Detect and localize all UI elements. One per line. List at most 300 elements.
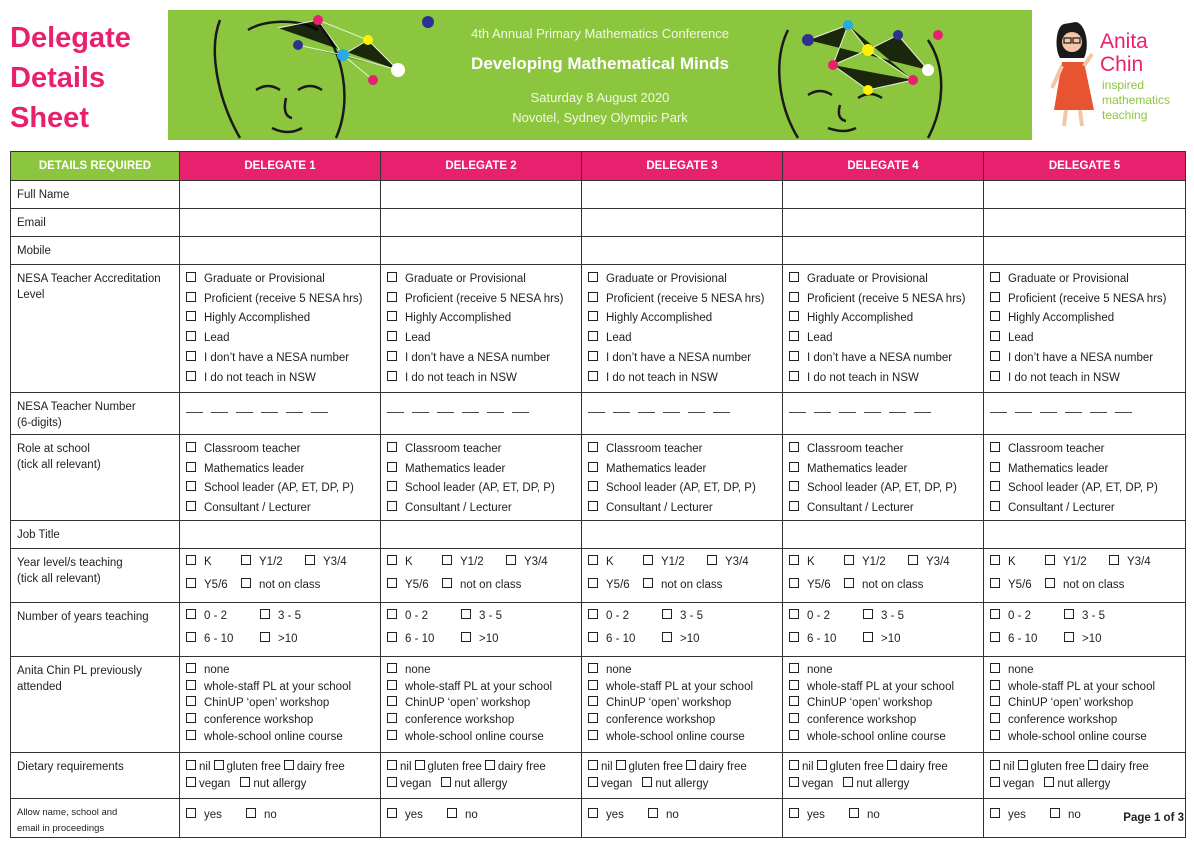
checkbox-icon[interactable] <box>588 578 598 588</box>
checkbox-option[interactable] <box>387 440 575 460</box>
checkbox-option[interactable] <box>442 551 506 574</box>
checkbox-option[interactable] <box>789 369 977 389</box>
delegate-cell[interactable] <box>582 435 783 521</box>
checkbox-icon[interactable] <box>789 311 799 321</box>
checkbox-option[interactable] <box>990 369 1179 389</box>
checkbox-icon[interactable] <box>990 777 1000 787</box>
checkbox-icon[interactable] <box>186 609 196 619</box>
checkbox-icon[interactable] <box>387 331 397 341</box>
delegate-cell[interactable] <box>783 181 984 209</box>
checkbox-icon[interactable] <box>662 632 672 642</box>
checkbox-option[interactable] <box>186 776 230 793</box>
checkbox-option[interactable] <box>990 574 1045 597</box>
checkbox-option[interactable] <box>588 460 776 480</box>
checkbox-option[interactable] <box>1045 551 1109 574</box>
checkbox-icon[interactable] <box>662 609 672 619</box>
digit-blanks[interactable] <box>990 393 1179 413</box>
checkbox-icon[interactable] <box>387 462 397 472</box>
digit-blank[interactable] <box>789 412 806 413</box>
checkbox-icon[interactable] <box>588 442 598 452</box>
checkbox-icon[interactable] <box>186 632 196 642</box>
checkbox-icon[interactable] <box>387 730 397 740</box>
checkbox-icon[interactable] <box>186 696 196 706</box>
digit-blank[interactable] <box>1090 412 1107 413</box>
delegate-cell[interactable] <box>984 393 1186 435</box>
delegate-cell[interactable] <box>381 603 582 657</box>
checkbox-option[interactable] <box>387 759 412 776</box>
checkbox-icon[interactable] <box>246 808 256 818</box>
checkbox-option[interactable] <box>1064 628 1102 651</box>
checkbox-option[interactable] <box>186 290 374 310</box>
delegate-cell[interactable] <box>180 753 381 799</box>
checkbox-option[interactable] <box>789 776 833 793</box>
checkbox-option[interactable] <box>643 574 722 597</box>
checkbox-option[interactable] <box>588 804 648 827</box>
delegate-cell[interactable] <box>582 799 783 838</box>
checkbox-option[interactable] <box>990 695 1179 712</box>
checkbox-icon[interactable] <box>186 578 196 588</box>
digit-blank[interactable] <box>889 412 906 413</box>
checkbox-option[interactable] <box>186 605 260 628</box>
checkbox-icon[interactable] <box>387 501 397 511</box>
delegate-cell[interactable] <box>381 237 582 265</box>
checkbox-icon[interactable] <box>415 760 425 770</box>
checkbox-option[interactable] <box>990 605 1064 628</box>
checkbox-option[interactable] <box>817 759 884 776</box>
checkbox-option[interactable] <box>186 729 374 746</box>
checkbox-icon[interactable] <box>990 311 1000 321</box>
checkbox-icon[interactable] <box>789 730 799 740</box>
checkbox-icon[interactable] <box>588 371 598 381</box>
checkbox-option[interactable] <box>415 759 482 776</box>
checkbox-icon[interactable] <box>387 696 397 706</box>
checkbox-icon[interactable] <box>789 680 799 690</box>
digit-blank[interactable] <box>814 412 831 413</box>
checkbox-option[interactable] <box>588 440 776 460</box>
checkbox-option[interactable] <box>588 712 776 729</box>
checkbox-icon[interactable] <box>186 462 196 472</box>
checkbox-icon[interactable] <box>588 272 598 282</box>
checkbox-option[interactable] <box>887 759 948 776</box>
checkbox-icon[interactable] <box>241 578 251 588</box>
delegate-cell[interactable] <box>381 209 582 237</box>
checkbox-icon[interactable] <box>789 292 799 302</box>
checkbox-icon[interactable] <box>588 555 598 565</box>
digit-blank[interactable] <box>462 412 479 413</box>
checkbox-icon[interactable] <box>588 632 598 642</box>
digit-blank[interactable] <box>1015 412 1032 413</box>
delegate-cell[interactable] <box>783 521 984 549</box>
checkbox-option[interactable] <box>387 290 575 310</box>
delegate-cell[interactable] <box>783 799 984 838</box>
digit-blank[interactable] <box>914 412 931 413</box>
checkbox-icon[interactable] <box>887 760 897 770</box>
checkbox-icon[interactable] <box>990 555 1000 565</box>
checkbox-icon[interactable] <box>387 292 397 302</box>
checkbox-option[interactable] <box>588 479 776 499</box>
checkbox-icon[interactable] <box>186 730 196 740</box>
delegate-cell[interactable] <box>180 549 381 603</box>
checkbox-icon[interactable] <box>1109 555 1119 565</box>
checkbox-option[interactable] <box>789 679 977 696</box>
checkbox-icon[interactable] <box>1044 777 1054 787</box>
checkbox-icon[interactable] <box>441 777 451 787</box>
checkbox-icon[interactable] <box>1064 632 1074 642</box>
checkbox-icon[interactable] <box>186 713 196 723</box>
checkbox-option[interactable] <box>186 329 374 349</box>
checkbox-option[interactable] <box>990 679 1179 696</box>
checkbox-icon[interactable] <box>588 351 598 361</box>
delegate-cell[interactable] <box>783 753 984 799</box>
checkbox-icon[interactable] <box>707 555 717 565</box>
checkbox-icon[interactable] <box>1018 760 1028 770</box>
checkbox-icon[interactable] <box>387 371 397 381</box>
checkbox-option[interactable] <box>387 309 575 329</box>
checkbox-option[interactable] <box>186 679 374 696</box>
delegate-cell[interactable] <box>180 237 381 265</box>
checkbox-option[interactable] <box>990 551 1045 574</box>
checkbox-option[interactable] <box>588 679 776 696</box>
checkbox-icon[interactable] <box>789 331 799 341</box>
checkbox-option[interactable] <box>990 329 1179 349</box>
checkbox-icon[interactable] <box>588 609 598 619</box>
checkbox-option[interactable] <box>387 574 442 597</box>
checkbox-option[interactable] <box>186 270 374 290</box>
digit-blank[interactable] <box>387 412 404 413</box>
digit-blank[interactable] <box>311 412 328 413</box>
delegate-cell[interactable] <box>984 265 1186 393</box>
checkbox-option[interactable] <box>186 349 374 369</box>
delegate-cell[interactable] <box>381 393 582 435</box>
checkbox-icon[interactable] <box>990 442 1000 452</box>
checkbox-icon[interactable] <box>387 680 397 690</box>
digit-blank[interactable] <box>613 412 630 413</box>
digit-blanks[interactable] <box>789 393 977 413</box>
checkbox-option[interactable] <box>506 551 548 574</box>
delegate-cell[interactable] <box>582 209 783 237</box>
digit-blank[interactable] <box>839 412 856 413</box>
checkbox-option[interactable] <box>260 628 298 651</box>
digit-blanks[interactable] <box>588 393 776 413</box>
checkbox-option[interactable] <box>186 574 241 597</box>
checkbox-option[interactable] <box>387 679 575 696</box>
checkbox-icon[interactable] <box>789 663 799 673</box>
checkbox-option[interactable] <box>387 329 575 349</box>
checkbox-option[interactable] <box>789 574 844 597</box>
digit-blank[interactable] <box>713 412 730 413</box>
checkbox-icon[interactable] <box>588 331 598 341</box>
checkbox-icon[interactable] <box>387 442 397 452</box>
delegate-cell[interactable] <box>582 237 783 265</box>
checkbox-option[interactable] <box>863 605 904 628</box>
checkbox-icon[interactable] <box>643 578 653 588</box>
checkbox-option[interactable] <box>387 712 575 729</box>
checkbox-icon[interactable] <box>240 777 250 787</box>
checkbox-icon[interactable] <box>588 730 598 740</box>
checkbox-icon[interactable] <box>1088 760 1098 770</box>
checkbox-option[interactable] <box>789 605 863 628</box>
checkbox-icon[interactable] <box>908 555 918 565</box>
checkbox-icon[interactable] <box>990 501 1000 511</box>
checkbox-icon[interactable] <box>789 578 799 588</box>
checkbox-icon[interactable] <box>990 663 1000 673</box>
checkbox-option[interactable] <box>387 662 575 679</box>
checkbox-option[interactable] <box>789 499 977 519</box>
checkbox-option[interactable] <box>662 605 703 628</box>
checkbox-option[interactable] <box>1109 551 1151 574</box>
checkbox-option[interactable] <box>662 628 700 651</box>
checkbox-option[interactable] <box>849 804 880 827</box>
checkbox-option[interactable] <box>387 628 461 651</box>
checkbox-icon[interactable] <box>789 808 799 818</box>
delegate-cell[interactable] <box>381 549 582 603</box>
checkbox-icon[interactable] <box>506 555 516 565</box>
checkbox-icon[interactable] <box>447 808 457 818</box>
checkbox-icon[interactable] <box>849 808 859 818</box>
checkbox-option[interactable] <box>1018 759 1085 776</box>
checkbox-icon[interactable] <box>588 760 598 770</box>
checkbox-icon[interactable] <box>387 351 397 361</box>
checkbox-option[interactable] <box>789 349 977 369</box>
checkbox-option[interactable] <box>789 662 977 679</box>
checkbox-option[interactable] <box>990 759 1015 776</box>
checkbox-option[interactable] <box>588 369 776 389</box>
checkbox-icon[interactable] <box>863 609 873 619</box>
checkbox-option[interactable] <box>789 695 977 712</box>
checkbox-option[interactable] <box>990 804 1050 827</box>
checkbox-icon[interactable] <box>387 481 397 491</box>
delegate-cell[interactable] <box>984 209 1186 237</box>
checkbox-icon[interactable] <box>588 501 598 511</box>
checkbox-option[interactable] <box>643 551 707 574</box>
checkbox-icon[interactable] <box>588 808 598 818</box>
checkbox-option[interactable] <box>908 551 950 574</box>
checkbox-icon[interactable] <box>186 777 196 787</box>
delegate-cell[interactable] <box>984 181 1186 209</box>
delegate-cell[interactable] <box>984 521 1186 549</box>
checkbox-icon[interactable] <box>648 808 658 818</box>
checkbox-icon[interactable] <box>642 777 652 787</box>
digit-blank[interactable] <box>437 412 454 413</box>
delegate-cell[interactable] <box>582 521 783 549</box>
delegate-cell[interactable] <box>180 603 381 657</box>
checkbox-option[interactable] <box>789 729 977 746</box>
delegate-cell[interactable] <box>582 753 783 799</box>
checkbox-icon[interactable] <box>588 481 598 491</box>
checkbox-icon[interactable] <box>186 808 196 818</box>
checkbox-option[interactable] <box>990 776 1034 793</box>
checkbox-icon[interactable] <box>789 713 799 723</box>
checkbox-option[interactable] <box>990 290 1179 310</box>
checkbox-option[interactable] <box>990 440 1179 460</box>
checkbox-option[interactable] <box>241 574 320 597</box>
checkbox-option[interactable] <box>789 712 977 729</box>
checkbox-option[interactable] <box>186 369 374 389</box>
checkbox-option[interactable] <box>441 776 507 793</box>
checkbox-icon[interactable] <box>186 331 196 341</box>
delegate-cell[interactable] <box>582 181 783 209</box>
checkbox-option[interactable] <box>387 729 575 746</box>
checkbox-option[interactable] <box>863 628 901 651</box>
checkbox-icon[interactable] <box>442 578 452 588</box>
checkbox-icon[interactable] <box>817 760 827 770</box>
checkbox-icon[interactable] <box>990 680 1000 690</box>
checkbox-icon[interactable] <box>990 578 1000 588</box>
delegate-cell[interactable] <box>783 603 984 657</box>
checkbox-icon[interactable] <box>789 632 799 642</box>
checkbox-option[interactable] <box>843 776 909 793</box>
checkbox-option[interactable] <box>186 804 246 827</box>
checkbox-option[interactable] <box>387 369 575 389</box>
checkbox-icon[interactable] <box>990 730 1000 740</box>
checkbox-option[interactable] <box>214 759 281 776</box>
checkbox-icon[interactable] <box>789 609 799 619</box>
checkbox-icon[interactable] <box>186 292 196 302</box>
digit-blank[interactable] <box>412 412 429 413</box>
digit-blank[interactable] <box>1115 412 1132 413</box>
delegate-cell[interactable] <box>381 181 582 209</box>
checkbox-option[interactable] <box>387 479 575 499</box>
checkbox-icon[interactable] <box>588 777 598 787</box>
digit-blank[interactable] <box>588 412 605 413</box>
digit-blank[interactable] <box>990 412 1007 413</box>
checkbox-icon[interactable] <box>1050 808 1060 818</box>
checkbox-icon[interactable] <box>387 609 397 619</box>
checkbox-icon[interactable] <box>990 632 1000 642</box>
checkbox-option[interactable] <box>1044 776 1110 793</box>
checkbox-option[interactable] <box>789 460 977 480</box>
checkbox-option[interactable] <box>1045 574 1124 597</box>
checkbox-option[interactable] <box>990 479 1179 499</box>
checkbox-icon[interactable] <box>588 462 598 472</box>
checkbox-option[interactable] <box>461 605 502 628</box>
delegate-cell[interactable] <box>180 435 381 521</box>
checkbox-icon[interactable] <box>186 501 196 511</box>
checkbox-option[interactable] <box>588 290 776 310</box>
delegate-cell[interactable] <box>381 521 582 549</box>
checkbox-option[interactable] <box>789 440 977 460</box>
checkbox-icon[interactable] <box>863 632 873 642</box>
checkbox-option[interactable] <box>990 309 1179 329</box>
checkbox-option[interactable] <box>616 759 683 776</box>
checkbox-icon[interactable] <box>186 481 196 491</box>
checkbox-option[interactable] <box>990 499 1179 519</box>
checkbox-option[interactable] <box>387 605 461 628</box>
checkbox-option[interactable] <box>789 804 849 827</box>
checkbox-icon[interactable] <box>1045 555 1055 565</box>
checkbox-icon[interactable] <box>485 760 495 770</box>
checkbox-icon[interactable] <box>186 680 196 690</box>
checkbox-option[interactable] <box>588 551 643 574</box>
checkbox-option[interactable] <box>990 729 1179 746</box>
delegate-cell[interactable] <box>180 799 381 838</box>
checkbox-icon[interactable] <box>387 555 397 565</box>
checkbox-icon[interactable] <box>305 555 315 565</box>
checkbox-option[interactable] <box>387 695 575 712</box>
checkbox-icon[interactable] <box>387 777 397 787</box>
checkbox-icon[interactable] <box>1045 578 1055 588</box>
delegate-cell[interactable] <box>582 603 783 657</box>
delegate-cell[interactable] <box>984 237 1186 265</box>
delegate-cell[interactable] <box>783 265 984 393</box>
checkbox-option[interactable] <box>186 551 241 574</box>
checkbox-option[interactable] <box>789 270 977 290</box>
digit-blank[interactable] <box>638 412 655 413</box>
delegate-cell[interactable] <box>381 799 582 838</box>
checkbox-icon[interactable] <box>588 311 598 321</box>
delegate-cell[interactable] <box>984 603 1186 657</box>
checkbox-icon[interactable] <box>789 442 799 452</box>
digit-blank[interactable] <box>864 412 881 413</box>
delegate-cell[interactable] <box>180 265 381 393</box>
checkbox-icon[interactable] <box>588 292 598 302</box>
checkbox-icon[interactable] <box>990 331 1000 341</box>
checkbox-option[interactable] <box>387 270 575 290</box>
checkbox-icon[interactable] <box>387 311 397 321</box>
checkbox-option[interactable] <box>588 499 776 519</box>
delegate-cell[interactable] <box>783 657 984 753</box>
digit-blank[interactable] <box>688 412 705 413</box>
checkbox-option[interactable] <box>686 759 747 776</box>
checkbox-option[interactable] <box>186 460 374 480</box>
checkbox-icon[interactable] <box>789 351 799 361</box>
checkbox-icon[interactable] <box>442 555 452 565</box>
delegate-cell[interactable] <box>984 753 1186 799</box>
delegate-cell[interactable] <box>582 265 783 393</box>
checkbox-icon[interactable] <box>990 481 1000 491</box>
checkbox-icon[interactable] <box>284 760 294 770</box>
delegate-cell[interactable] <box>582 657 783 753</box>
digit-blank[interactable] <box>286 412 303 413</box>
checkbox-option[interactable] <box>789 759 814 776</box>
delegate-cell[interactable] <box>381 435 582 521</box>
checkbox-option[interactable] <box>186 440 374 460</box>
checkbox-option[interactable] <box>240 776 306 793</box>
delegate-cell[interactable] <box>180 393 381 435</box>
checkbox-option[interactable] <box>186 479 374 499</box>
checkbox-option[interactable] <box>990 270 1179 290</box>
delegate-cell[interactable] <box>783 549 984 603</box>
delegate-cell[interactable] <box>381 265 582 393</box>
checkbox-icon[interactable] <box>387 578 397 588</box>
checkbox-icon[interactable] <box>588 696 598 706</box>
checkbox-option[interactable] <box>789 628 863 651</box>
delegate-cell[interactable] <box>984 549 1186 603</box>
checkbox-option[interactable] <box>588 605 662 628</box>
checkbox-icon[interactable] <box>844 578 854 588</box>
checkbox-option[interactable] <box>1050 804 1081 827</box>
delegate-cell[interactable] <box>783 209 984 237</box>
delegate-cell[interactable] <box>180 657 381 753</box>
checkbox-icon[interactable] <box>186 555 196 565</box>
checkbox-icon[interactable] <box>643 555 653 565</box>
delegate-cell[interactable] <box>984 657 1186 753</box>
checkbox-option[interactable] <box>588 662 776 679</box>
delegate-cell[interactable] <box>783 393 984 435</box>
checkbox-option[interactable] <box>789 479 977 499</box>
checkbox-icon[interactable] <box>186 351 196 361</box>
delegate-cell[interactable] <box>582 549 783 603</box>
checkbox-icon[interactable] <box>789 696 799 706</box>
checkbox-icon[interactable] <box>990 609 1000 619</box>
checkbox-icon[interactable] <box>387 663 397 673</box>
digit-blank[interactable] <box>663 412 680 413</box>
checkbox-icon[interactable] <box>789 272 799 282</box>
digit-blank[interactable] <box>186 412 203 413</box>
checkbox-icon[interactable] <box>387 760 397 770</box>
delegate-cell[interactable] <box>984 435 1186 521</box>
checkbox-option[interactable] <box>387 349 575 369</box>
